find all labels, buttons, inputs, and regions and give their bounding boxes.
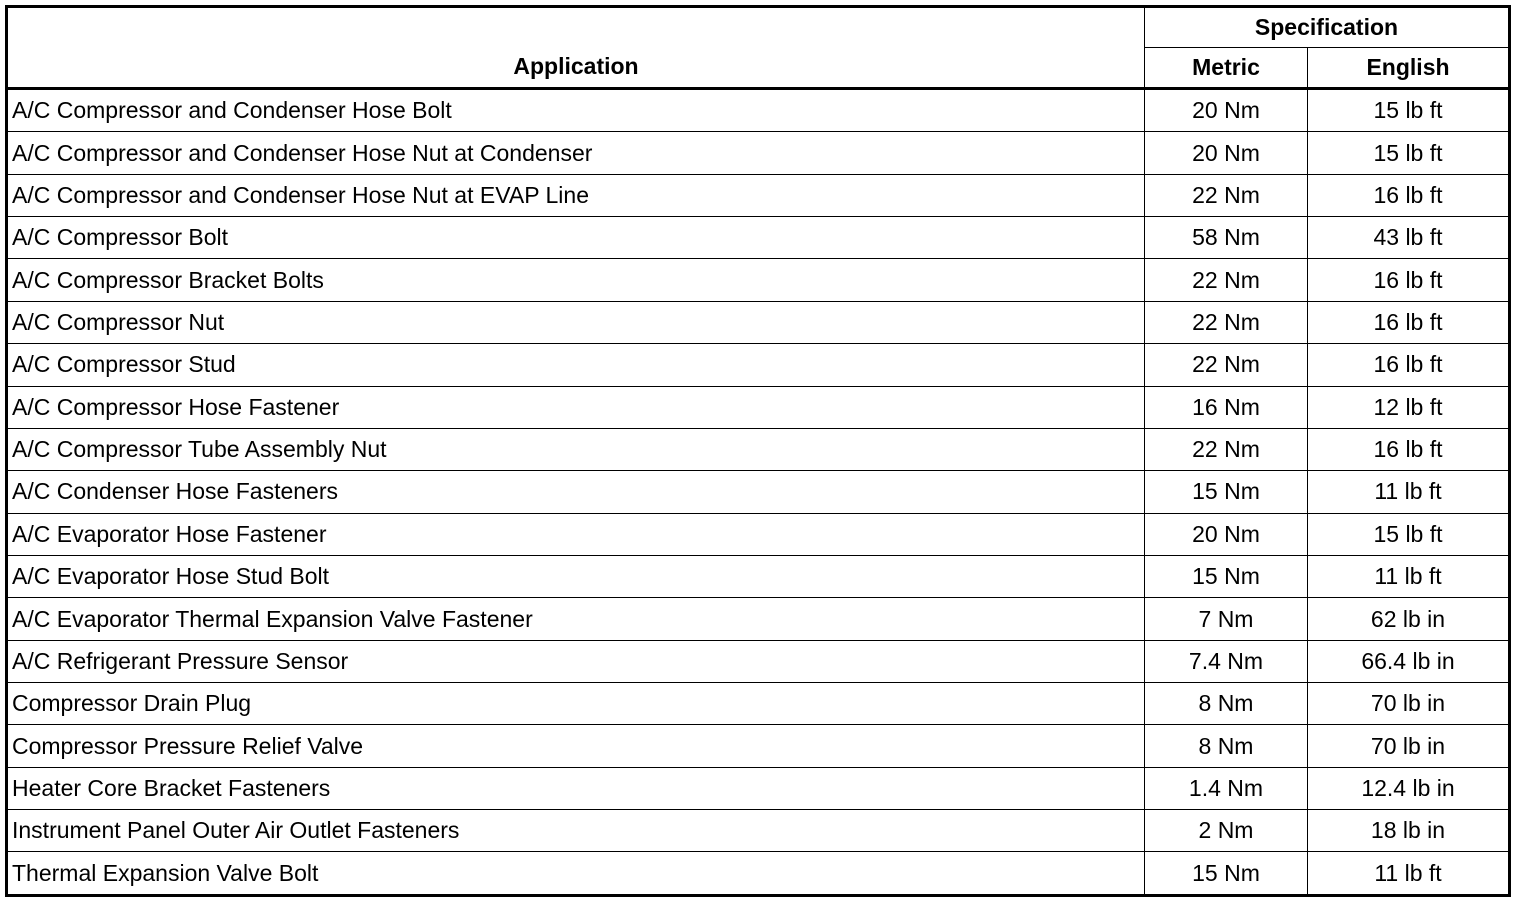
table-header <box>7 7 1510 89</box>
table-row <box>7 767 1510 809</box>
metric-cell: 22 Nm <box>1145 301 1308 343</box>
metric-cell: 7 Nm <box>1145 598 1308 640</box>
metric-header: Metric <box>1145 48 1308 89</box>
metric-cell: 16 Nm <box>1145 386 1308 428</box>
torque-spec-table <box>5 5 1511 897</box>
metric-cell: 22 Nm <box>1145 259 1308 301</box>
application-cell: A/C Evaporator Hose Fastener <box>7 513 1145 555</box>
application-cell: Heater Core Bracket Fasteners <box>7 767 1145 809</box>
application-cell: A/C Evaporator Thermal Expansion Valve Fastener <box>7 598 1145 640</box>
metric-cell: 22 Nm <box>1145 428 1308 470</box>
application-cell: A/C Compressor Stud <box>7 344 1145 386</box>
english-cell: 66.4 lb in <box>1308 640 1510 682</box>
application-header: Application <box>7 7 1145 89</box>
metric-cell: 15 Nm <box>1145 852 1308 896</box>
application-cell: A/C Compressor Bolt <box>7 217 1145 259</box>
metric-cell: 15 Nm <box>1145 471 1308 513</box>
metric-cell: 8 Nm <box>1145 683 1308 725</box>
metric-cell: 20 Nm <box>1145 513 1308 555</box>
english-cell: 16 lb ft <box>1308 344 1510 386</box>
specification-header: Specification <box>1145 7 1510 48</box>
english-cell: 70 lb in <box>1308 683 1510 725</box>
english-cell: 16 lb ft <box>1308 301 1510 343</box>
application-cell: A/C Condenser Hose Fasteners <box>7 471 1145 513</box>
english-cell: 15 lb ft <box>1308 513 1510 555</box>
table-row <box>7 598 1510 640</box>
application-cell: A/C Compressor Tube Assembly Nut <box>7 428 1145 470</box>
metric-cell: 1.4 Nm <box>1145 767 1308 809</box>
application-cell: A/C Compressor and Condenser Hose Nut at Condenser <box>7 132 1145 174</box>
application-cell: A/C Compressor Hose Fastener <box>7 386 1145 428</box>
english-cell: 70 lb in <box>1308 725 1510 767</box>
metric-cell: 22 Nm <box>1145 344 1308 386</box>
english-cell: 11 lb ft <box>1308 471 1510 513</box>
metric-cell: 7.4 Nm <box>1145 640 1308 682</box>
metric-cell: 20 Nm <box>1145 89 1308 132</box>
english-cell: 18 lb in <box>1308 810 1510 852</box>
english-cell: 15 lb ft <box>1308 132 1510 174</box>
metric-cell: 2 Nm <box>1145 810 1308 852</box>
table-row <box>7 89 1510 132</box>
metric-cell: 58 Nm <box>1145 217 1308 259</box>
application-cell: A/C Compressor and Condenser Hose Nut at EVAP Line <box>7 174 1145 216</box>
application-cell: A/C Compressor and Condenser Hose Bolt <box>7 89 1145 132</box>
table-row <box>7 132 1510 174</box>
english-cell: 62 lb in <box>1308 598 1510 640</box>
application-cell: A/C Compressor Nut <box>7 301 1145 343</box>
english-cell: 12.4 lb in <box>1308 767 1510 809</box>
metric-cell: 20 Nm <box>1145 132 1308 174</box>
table-row <box>7 810 1510 852</box>
application-cell: Instrument Panel Outer Air Outlet Fasteners <box>7 810 1145 852</box>
table-row <box>7 555 1510 597</box>
english-cell: 11 lb ft <box>1308 555 1510 597</box>
english-cell: 43 lb ft <box>1308 217 1510 259</box>
english-cell: 16 lb ft <box>1308 259 1510 301</box>
application-cell: A/C Refrigerant Pressure Sensor <box>7 640 1145 682</box>
metric-cell: 15 Nm <box>1145 555 1308 597</box>
english-cell: 16 lb ft <box>1308 174 1510 216</box>
table-row <box>7 640 1510 682</box>
application-cell: Compressor Drain Plug <box>7 683 1145 725</box>
table-row <box>7 683 1510 725</box>
english-header: English <box>1308 48 1510 89</box>
table-row <box>7 344 1510 386</box>
metric-cell: 8 Nm <box>1145 725 1308 767</box>
table-row <box>7 513 1510 555</box>
table-row <box>7 301 1510 343</box>
english-cell: 12 lb ft <box>1308 386 1510 428</box>
english-cell: 16 lb ft <box>1308 428 1510 470</box>
table-body <box>7 89 1510 896</box>
english-cell: 15 lb ft <box>1308 89 1510 132</box>
table-row <box>7 852 1510 896</box>
application-cell: A/C Evaporator Hose Stud Bolt <box>7 555 1145 597</box>
metric-cell: 22 Nm <box>1145 174 1308 216</box>
table-row <box>7 217 1510 259</box>
table-row <box>7 386 1510 428</box>
english-cell: 11 lb ft <box>1308 852 1510 896</box>
application-cell: A/C Compressor Bracket Bolts <box>7 259 1145 301</box>
application-cell: Compressor Pressure Relief Valve <box>7 725 1145 767</box>
table-row <box>7 428 1510 470</box>
table-row <box>7 471 1510 513</box>
table-row <box>7 259 1510 301</box>
application-cell: Thermal Expansion Valve Bolt <box>7 852 1145 896</box>
table-row <box>7 174 1510 216</box>
table-row <box>7 725 1510 767</box>
